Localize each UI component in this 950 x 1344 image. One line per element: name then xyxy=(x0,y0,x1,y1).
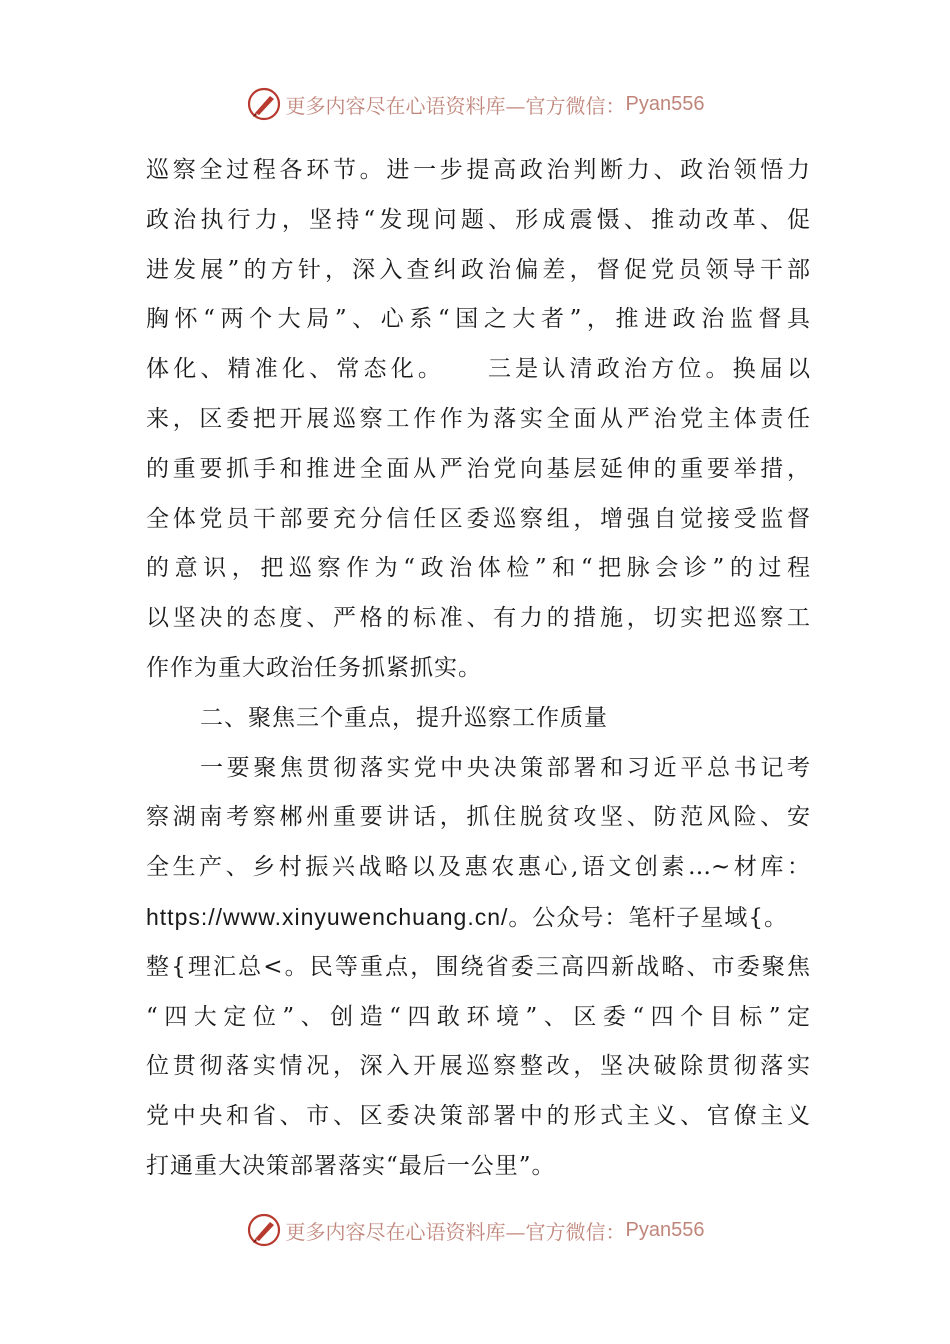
text-line: 察湖南考察郴州重要讲话，抓住脱贫攻坚、防范风险、安 xyxy=(146,804,810,831)
text-line: 作作为重大政治任务抓紧抓实。 xyxy=(146,654,482,681)
document-body xyxy=(146,146,810,1192)
banner-wechat-id: Pyan556 xyxy=(625,1218,705,1241)
header-watermark-banner xyxy=(0,84,950,124)
pen-logo-icon xyxy=(246,86,282,122)
text-line: 来，区委把开展巡察工作作为落实全面从严治党主体责任 xyxy=(146,405,810,432)
text-line: 的重要抓手和推进全面从严治党向基层延伸的重要举措， xyxy=(146,455,810,482)
pen-logo-icon xyxy=(246,1212,282,1248)
text-line: 巡察全过程各环节。进一步提高政治判断力、政治领悟力 xyxy=(146,157,810,183)
text-line: 政治执行力，坚持“发现问题、形成震慑、推动改革、促 xyxy=(146,206,810,233)
banner-text: 更多内容尽在心语资料库—官方微信： xyxy=(285,1219,626,1244)
footer-watermark-banner xyxy=(0,1210,950,1250)
text-line: “四大定位”、创造“四敢环境”、区委“四个目标”定 xyxy=(146,1003,810,1030)
url-text: https://www.xinyuwenchuang.cn/ xyxy=(146,903,509,930)
banner-wechat-id: Pyan556 xyxy=(625,92,705,115)
public-account-text: 。公众号：笔杆子星域{。 xyxy=(508,904,789,931)
text-line: 全生产、乡村振兴战略以及惠农惠心,语文创素…~材库： xyxy=(146,854,810,881)
text-line: 党中央和省、市、区委决策部署中的形式主义、官僚主义 xyxy=(146,1103,810,1130)
text-line: 体化、精准化、常态化。 三是认清政治方位。换届以 xyxy=(146,356,810,383)
text-line: 全体党员干部要充分信任区委巡察组，增强自觉接受监督 xyxy=(146,505,810,532)
text-line: 进发展”的方针，深入查纠政治偏差，督促党员领导干部 xyxy=(146,256,810,283)
text-line: 一要聚焦贯彻落实党中央决策部署和习近平总书记考 xyxy=(200,754,810,781)
banner-text: 更多内容尽在心语资料库—官方微信： xyxy=(285,93,626,118)
section-heading: 二、聚焦三个重点，提升巡察工作质量 xyxy=(200,704,608,731)
text-line-url xyxy=(146,893,810,943)
text-line: 打通重大决策部署落实“最后一公里”。 xyxy=(146,1152,556,1179)
text-line: 位贯彻落实情况，深入开展巡察整改，坚决破除贯彻落实 xyxy=(146,1053,810,1080)
text-line: 以坚决的态度、严格的标准、有力的措施，切实把巡察工 xyxy=(146,605,810,632)
text-line: 整{理汇总<。民等重点，围绕省委三高四新战略、市委聚焦 xyxy=(146,953,810,980)
text-line: 胸怀“两个大局”、心系“国之大者”，推进政治监督具 xyxy=(146,306,810,333)
text-line: 的意识，把巡察作为“政治体检”和“把脉会诊”的过程 xyxy=(146,555,810,582)
